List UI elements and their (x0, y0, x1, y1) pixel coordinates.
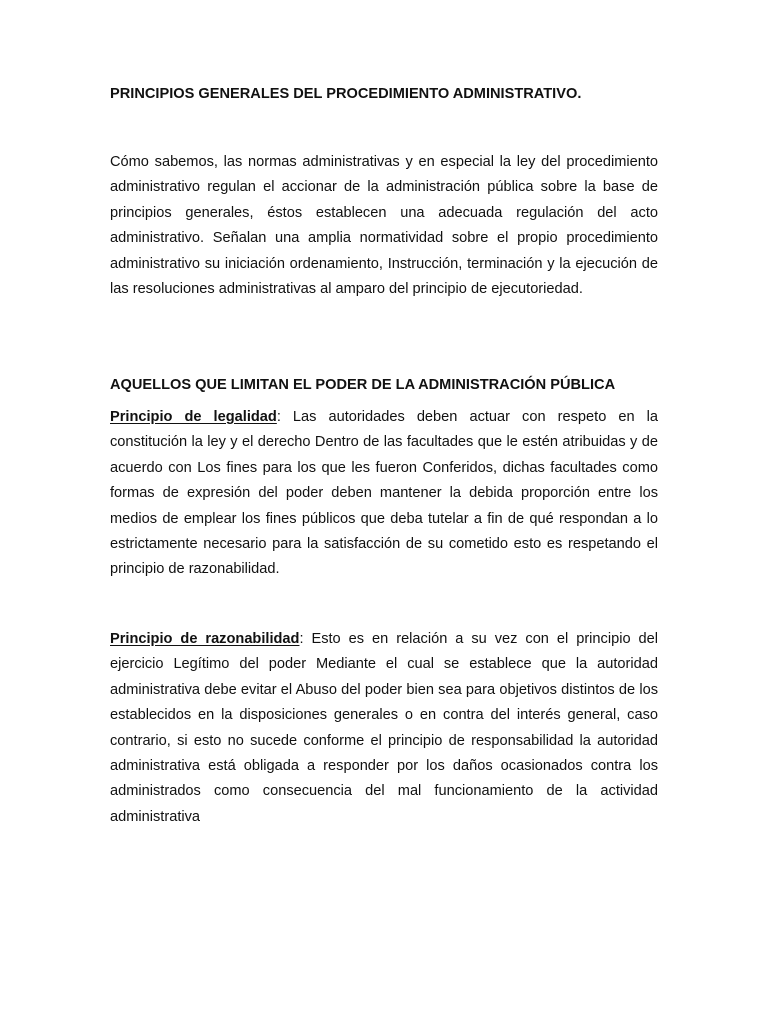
section-heading: AQUELLOS QUE LIMITAN EL PODER DE LA ADMINISTRACIÓN PÚBLICA (110, 377, 616, 393)
razonabilidad-term: Principio de razonabilidad (110, 631, 300, 647)
legalidad-term: Principio de legalidad (110, 409, 277, 425)
razonabilidad-text: : Esto es en relación a su vez con el principio del ejercicio Legítimo del poder Mediante el cual se establece que la autoridad administrativa debe evitar el Abuso del poder bien sea para objetivos distintos de los establecidos en la disposiciones generales o en contra del interés general, caso contrario, si esto no sucede conforme el principio de responsabilidad la autoridad administrativa está obligada a responder por los daños ocasionados contra los administrados como consecuencia del mal funcionamiento de la actividad administrativa (110, 631, 658, 825)
document-title: PRINCIPIOS GENERALES DEL PROCEDIMIENTO ADMINISTRATIVO. (110, 86, 582, 102)
legalidad-paragraph (110, 405, 658, 583)
intro-paragraph: Cómo sabemos, las normas administrativas y en especial la ley del procedimiento administrativo regulan el accionar de la administración pública sobre la base de principios generales, éstos establecen una adecuada regulación del acto administrativo. Señalan una amplia normatividad sobre el propio procedimiento administrativo su iniciación ordenamiento, Instrucción, terminación y la ejecución de las resoluciones administrativas al amparo del principio de ejecutoriedad. (110, 154, 658, 298)
razonabilidad-paragraph (110, 627, 658, 830)
legalidad-text: : Las autoridades deben actuar con respeto en la constitución la ley y el derecho Dentro de las facultades que le estén atribuidas y de acuerdo con Los fines para los que les fueron Conferidos, dichas facultades como formas de expresión del poder deben mantener la debida proporción entre los medios de emplear los fines públicos que deba tutelar a fin de qué respondan a lo estrictamente necesario para la satisfacción de su cometido esto es respetando el principio de razonabilidad. (110, 409, 658, 578)
